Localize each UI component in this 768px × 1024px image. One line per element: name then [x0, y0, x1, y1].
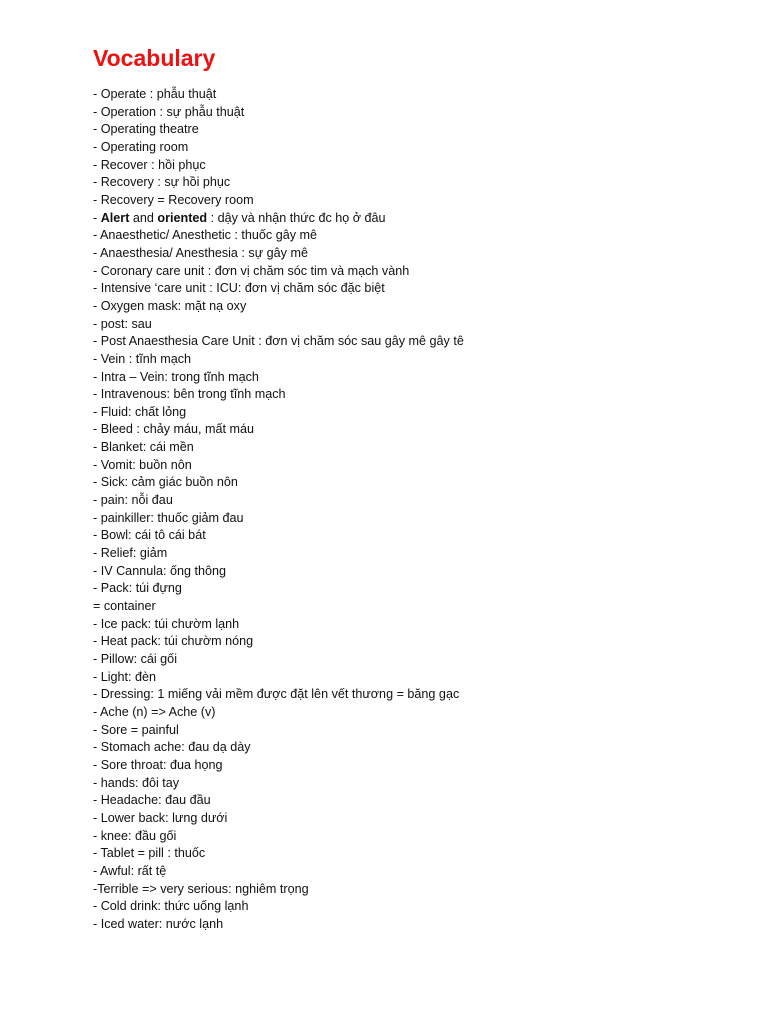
- vocab-line: - Light: đèn: [93, 669, 157, 684]
- vocab-line: - Post Anaesthesia Care Unit : đơn vị chăm sóc sau gây mê gây tê: [93, 334, 464, 349]
- vocab-line: - Recover : hồi phục: [93, 157, 206, 172]
- vocab-line: - Bleed : chảy máu, mất máu: [93, 422, 254, 437]
- vocab-line: - Ice pack: túi chườm lạnh: [93, 616, 240, 631]
- vocab-line: - Sore = painful: [93, 722, 179, 737]
- page-title: Vocabulary: [93, 45, 216, 71]
- vocab-line: - Alert and oriented : dậy và nhận thức đc họ ở đâu: [93, 210, 386, 225]
- vocab-line: - Vomit: buồn nôn: [93, 457, 192, 472]
- vocab-line: - knee: đầu gối: [93, 828, 177, 843]
- vocab-line: - Ache (n) => Ache (v): [93, 704, 216, 719]
- vocab-line: - Stomach ache: đau dạ dày: [93, 740, 251, 755]
- vocab-line: - Recovery = Recovery room: [93, 192, 254, 207]
- vocab-line: - Cold drink: thức uống lạnh: [93, 899, 249, 914]
- vocab-line: - Recovery : sự hồi phục: [93, 175, 231, 190]
- vocabulary-list: [93, 86, 733, 934]
- vocab-line: - Heat pack: túi chườm nóng: [93, 634, 254, 649]
- vocab-line: - Operating theatre: [93, 122, 199, 137]
- vocab-line: - hands: đôi tay: [93, 775, 180, 790]
- vocab-line: - Fluid: chất lỏng: [93, 404, 187, 419]
- vocab-line: - Tablet = pill : thuốc: [93, 846, 206, 861]
- vocab-line: - Vein : tĩnh mạch: [93, 351, 192, 366]
- vocab-line: - Coronary care unit : đơn vị chăm sóc tim và mạch vành: [93, 263, 410, 278]
- vocab-line: - Pillow: cái gối: [93, 652, 177, 666]
- vocab-line: - IV Cannula: ống thông: [93, 563, 227, 578]
- vocab-line: - Oxygen mask: mặt nạ oxy: [93, 298, 247, 313]
- vocab-line: - pain: nỗi đau: [93, 493, 173, 508]
- vocab-line: - Awful: rất tệ: [93, 863, 167, 878]
- vocab-line: - post: sau: [93, 316, 152, 331]
- vocab-line: - Operate : phẫu thuật: [93, 87, 217, 101]
- vocab-line: - Operation : sự phẫu thuật: [93, 104, 245, 119]
- vocab-line: - Iced water: nước lạnh: [93, 916, 224, 931]
- vocab-line: - Pack: túi đựng: [93, 581, 182, 596]
- vocab-line: - Blanket: cái mền: [93, 440, 194, 455]
- vocab-line: - Sick: cảm giác buồn nôn: [93, 475, 238, 490]
- vocab-line: - Relief: giảm: [93, 546, 168, 561]
- vocab-line: - Anaesthetic/ Anesthetic : thuốc gây mê: [93, 228, 318, 243]
- vocab-line: - Sore throat: đua họng: [93, 757, 223, 772]
- vocab-line: - Anaesthesia/ Anesthesia : sự gây mê: [93, 245, 308, 260]
- vocab-line: - Dressing: 1 miếng vải mềm được đặt lên vết thương = băng gạc: [93, 687, 460, 702]
- vocab-line: - painkiller: thuốc giảm đau: [93, 510, 244, 525]
- vocab-line: - Intensive ‘care unit : ICU: đơn vị chăm sóc đặc biệt: [93, 281, 385, 296]
- vocab-line: = container: [93, 599, 156, 614]
- vocab-line: -Terrible => very serious: nghiêm trọng: [93, 881, 309, 896]
- document-page: [93, 44, 733, 934]
- vocab-line: - Operating room: [93, 139, 189, 154]
- vocab-line: - Bowl: cái tô cái bát: [93, 528, 206, 543]
- vocab-line: - Headache: đau đầu: [93, 793, 211, 808]
- vocab-line: - Intra – Vein: trong tĩnh mạch: [93, 369, 259, 384]
- vocab-line: - Lower back: lưng dưới: [93, 810, 228, 825]
- vocab-line: - Intravenous: bên trong tĩnh mạch: [93, 387, 286, 402]
